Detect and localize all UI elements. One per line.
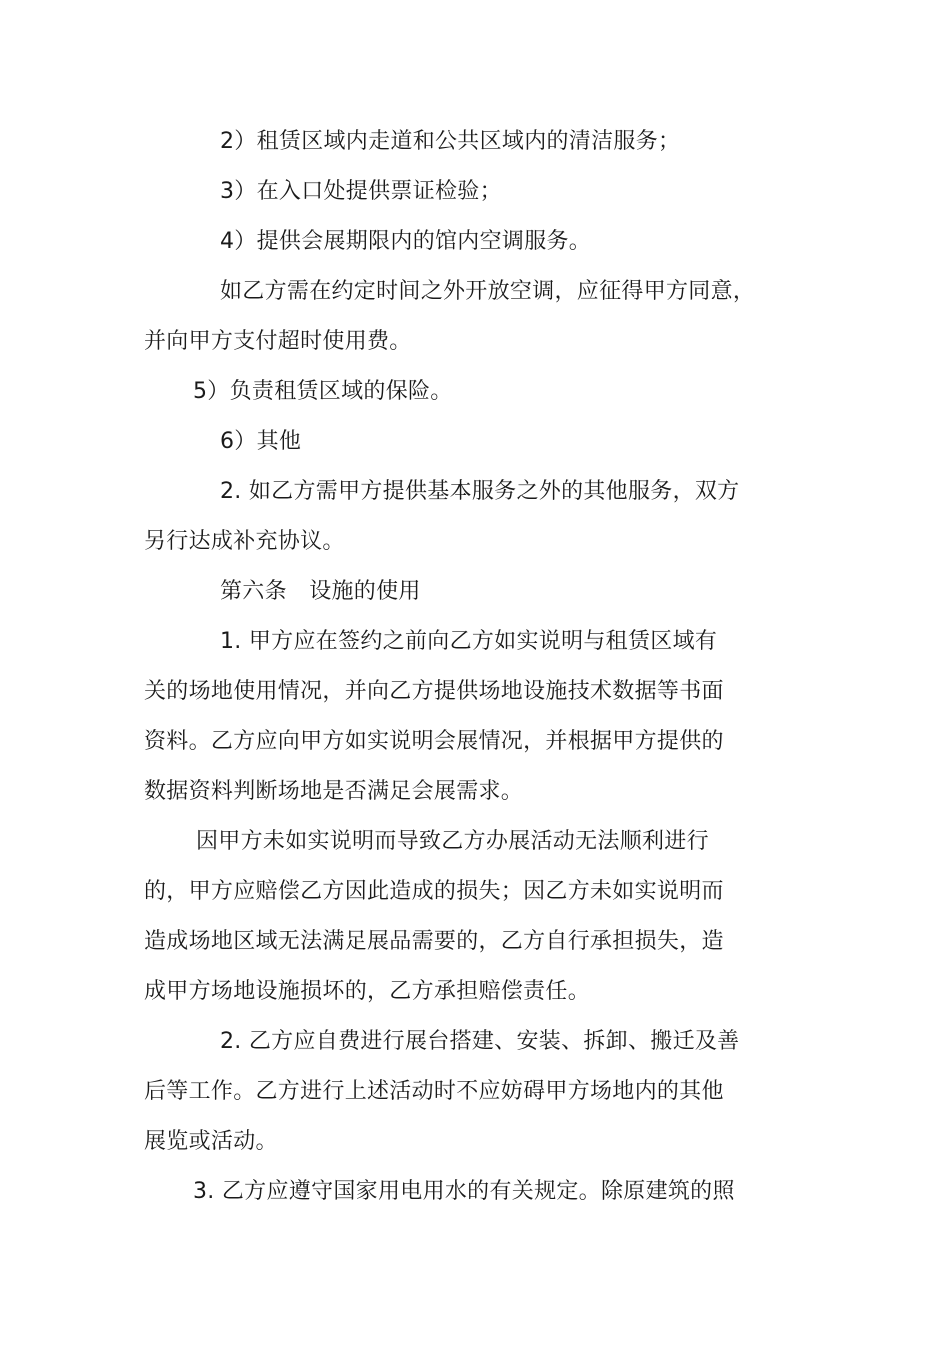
- text-line: 5）负责租赁区域的保险。: [193, 379, 453, 404]
- text-line: 2. 如乙方需甲方提供基本服务之外的其他服务，双方: [220, 479, 740, 504]
- text-line: 关的场地使用情况，并向乙方提供场地设施技术数据等书面: [144, 679, 724, 704]
- text-line: 展览或活动。: [144, 1129, 278, 1154]
- text-line: 4）提供会展期限内的馆内空调服务。: [220, 229, 592, 254]
- text-line: 另行达成补充协议。: [144, 529, 345, 554]
- text-line: 资料。乙方应向甲方如实说明会展情况，并根据甲方提供的: [144, 729, 724, 754]
- text-line: 6）其他: [220, 429, 302, 454]
- text-line: 数据资料判断场地是否满足会展需求。: [144, 779, 524, 804]
- text-line: 2. 乙方应自费进行展台搭建、安装、拆卸、搬迁及善: [220, 1029, 740, 1054]
- text-line: 造成场地区域无法满足展品需要的，乙方自行承担损失，造: [144, 929, 724, 954]
- text-line: 因甲方未如实说明而导致乙方办展活动无法顺利进行: [196, 829, 709, 854]
- section-heading: 第六条 设施的使用: [220, 579, 421, 604]
- text-line: 成甲方场地设施损坏的，乙方承担赔偿责任。: [144, 979, 591, 1004]
- text-line: 的，甲方应赔偿乙方因此造成的损失；因乙方未如实说明而: [144, 879, 724, 904]
- text-line: 如乙方需在约定时间之外开放空调，应征得甲方同意，: [220, 279, 756, 304]
- text-line: 后等工作。乙方进行上述活动时不应妨碍甲方场地内的其他: [144, 1079, 724, 1104]
- text-line: 1. 甲方应在签约之前向乙方如实说明与租赁区域有: [220, 629, 718, 654]
- text-line: 并向甲方支付超时使用费。: [144, 329, 412, 354]
- text-line: 3）在入口处提供票证检验；: [220, 179, 502, 204]
- text-line: 2）租赁区域内走道和公共区域内的清洁服务；: [220, 129, 681, 154]
- text-line: 3. 乙方应遵守国家用电用水的有关规定。除原建筑的照: [193, 1179, 735, 1204]
